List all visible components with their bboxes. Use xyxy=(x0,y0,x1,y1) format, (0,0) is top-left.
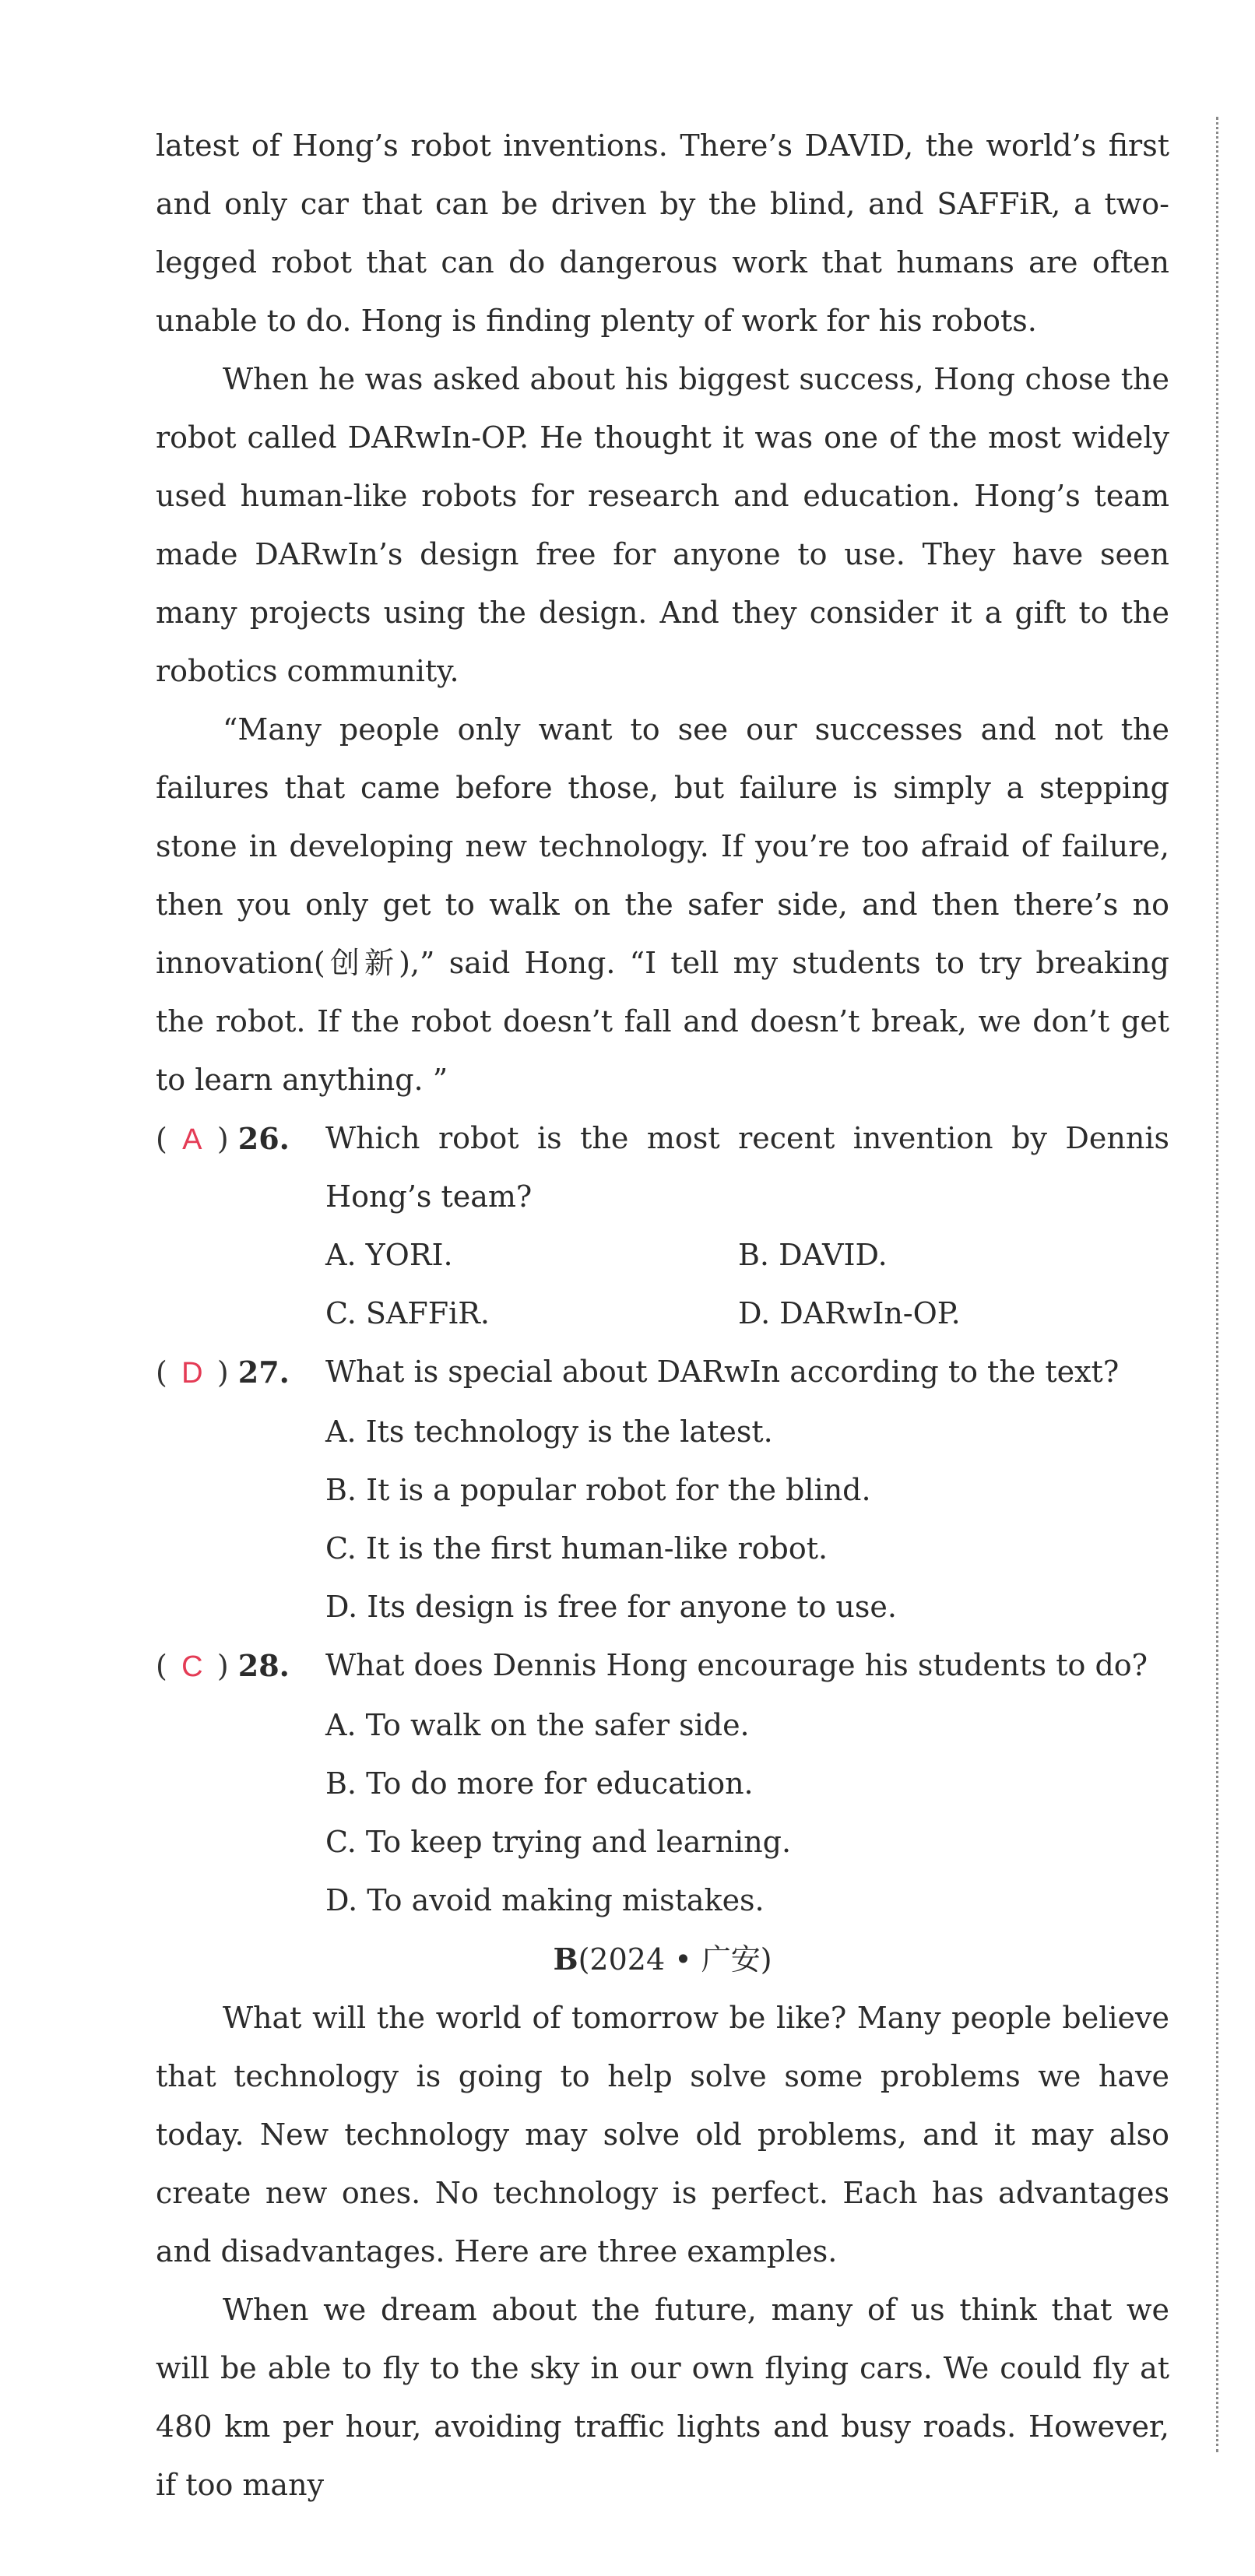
option-26-a: A. YORI. xyxy=(325,1238,453,1272)
option-27-a: A. Its technology is the latest. xyxy=(325,1415,773,1449)
close-paren: ) xyxy=(216,1355,229,1390)
question-26-number: 26. xyxy=(237,1121,290,1156)
option-28-d: D. To avoid making mistakes. xyxy=(325,1883,765,1917)
open-paren: ( xyxy=(156,1355,167,1390)
margin-dotted-rule xyxy=(1216,117,1218,2452)
question-28-number: 28. xyxy=(237,1648,290,1683)
passage-a xyxy=(156,117,1169,1109)
question-26 xyxy=(156,1109,1169,1343)
question-26-text: Which robot is the most recent invention by Dennis Hong’s team? xyxy=(325,1121,1169,1214)
close-paren: ) xyxy=(216,1649,229,1683)
question-27 xyxy=(156,1343,1169,1636)
question-27-prefix xyxy=(156,1343,325,1403)
question-27-number: 27. xyxy=(237,1355,290,1390)
section-b-source: (2024 • 广安) xyxy=(578,1942,772,1977)
passage-a-paragraph-1: latest of Hong’s robot inventions. There’s DAVID, the world’s first and only car that can be driven by the blind, and SAFFiR, a two-legged robot that can do dangerous work that humans are often unable to do. Hong is finding plenty of work for his robots. xyxy=(156,128,1169,338)
question-28-options xyxy=(325,1696,1169,1930)
question-26-options xyxy=(325,1226,1169,1343)
question-27-stem xyxy=(156,1343,1169,1403)
question-28-stem xyxy=(156,1636,1169,1696)
question-28 xyxy=(156,1636,1169,1930)
close-paren: ) xyxy=(216,1122,229,1156)
question-27-options xyxy=(325,1403,1169,1636)
section-b-heading xyxy=(156,1930,1169,1989)
question-26-prefix xyxy=(156,1109,325,1169)
option-26-c: C. SAFFiR. xyxy=(325,1296,490,1330)
option-27-b: B. It is a popular robot for the blind. xyxy=(325,1473,871,1507)
worksheet-page xyxy=(156,117,1169,2514)
answer-28: C xyxy=(181,1650,203,1683)
option-27-c: C. It is the first human-like robot. xyxy=(325,1531,828,1566)
question-28-text: What does Dennis Hong encourage his students to do? xyxy=(325,1648,1148,1682)
passage-a-paragraph-2: When he was asked about his biggest success, Hong chose the robot called DARwIn-OP. He thought it was one of the most widely used human-like robots for research and education. Hong’s team made DARwIn’s design free for anyone to use. They have seen many projects using the design. And they consider it a gift to the robotics community. xyxy=(156,362,1169,688)
question-28-prefix xyxy=(156,1636,325,1696)
answer-26: A xyxy=(182,1123,202,1156)
passage-b-paragraph-1: What will the world of tomorrow be like? Many people believe that technology is going to help solve some problems we have today. New technology may solve old problems, and it may also create new ones. No technology is perfect. Each has advantages and disadvantages. Here are three examples. xyxy=(156,2001,1169,2268)
option-27-d: D. Its design is free for anyone to use. xyxy=(325,1590,897,1624)
section-b-letter: B xyxy=(553,1942,578,1977)
passage-a-paragraph-3: “Many people only want to see our successes and not the failures that came before those, but failure is simply a stepping stone in developing new technology. If you’re too afraid of failure, then you only get to walk on the safer side, and then there’s no innovation(创新),” said Hong. “I tell my students to try breaking the robot. If the robot doesn’t fall and doesn’t break, we don’t get to learn anything. ” xyxy=(156,712,1169,1097)
option-26-d: D. DARwIn-OP. xyxy=(738,1296,961,1330)
question-26-stem xyxy=(156,1109,1169,1226)
passage-b xyxy=(156,1930,1169,2514)
option-26-b: B. DAVID. xyxy=(738,1238,888,1272)
question-27-text: What is special about DARwIn according to the text? xyxy=(325,1355,1120,1389)
answer-27: D xyxy=(181,1357,203,1390)
open-paren: ( xyxy=(156,1649,167,1683)
option-28-a: A. To walk on the safer side. xyxy=(325,1708,750,1742)
option-28-c: C. To keep trying and learning. xyxy=(325,1825,792,1859)
open-paren: ( xyxy=(156,1122,167,1156)
option-28-b: B. To do more for education. xyxy=(325,1766,754,1801)
passage-b-paragraph-2: When we dream about the future, many of us think that we will be able to fly to the sky in our own flying cars. We could fly at 480 km per hour, avoiding traffic lights and busy roads. However, if too many xyxy=(156,2293,1169,2502)
